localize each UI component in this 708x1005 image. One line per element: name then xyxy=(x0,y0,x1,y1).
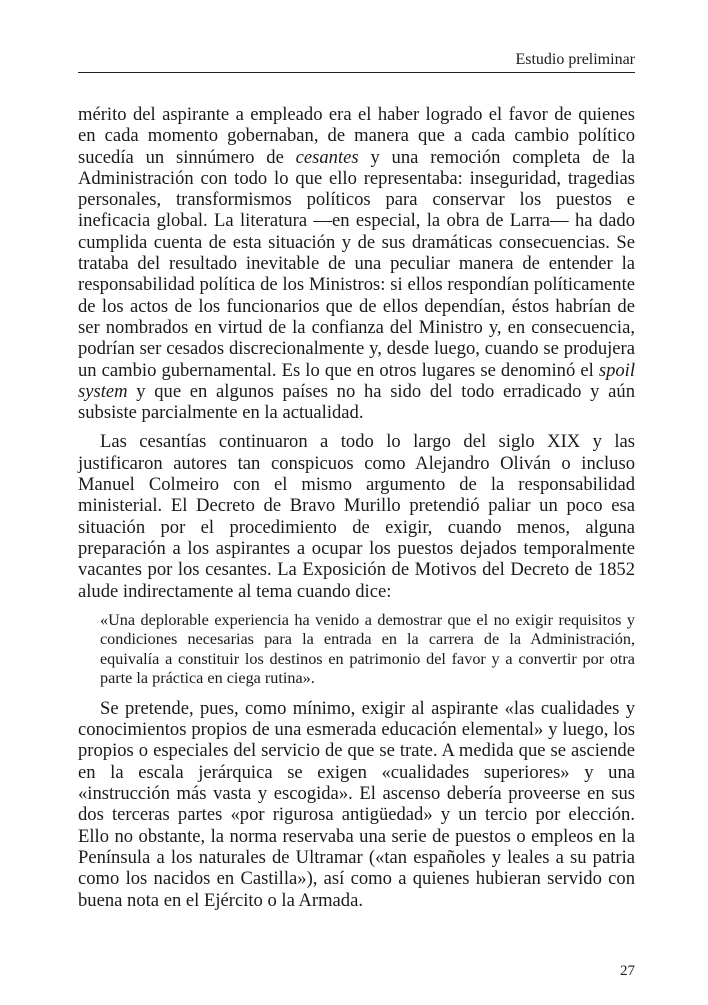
paragraph-2: Las cesantías continuaron a todo lo largo del siglo XIX y las justificaron autores tan conspicuos como Alejandro Oliván o incluso Manuel Colmeiro con el mismo argumento de la responsabilidad ministerial. El Decreto de Bravo Murillo pretendió paliar un poco esa situación por el procedimiento de exigir, cuando menos, alguna preparación a los aspirantes a ocupar los puestos dejados temporalmente vacantes por los cesantes. La Exposición de Motivos del Decreto de 1852 alude indirectamente al tema cuando dice: xyxy=(78,431,635,602)
italic-term-cesantes: cesantes xyxy=(295,146,359,168)
running-header: Estudio preliminar xyxy=(515,51,635,68)
paragraph-1-part-a: mérito del aspirante a empleado era el haber logrado el favor de quienes en cada momento gobernaban, de manera que a cada cambio político sucedía un sinnúmero de xyxy=(78,104,635,168)
header-rule xyxy=(78,72,635,73)
paragraph-1-part-b: y una remoción completa de la Administración con todo lo que ello representaba: inseguridad, tragedias personales, transformismos políticos para conservar los puestos e ineficacia global. La literatura —en especial, la obra de Larra— ha dado cumplida cuenta de esta situación y de sus dramáticas consecuencias. Se trataba del resultado inevitable de una peculiar manera de entender la responsabilidad política de los Ministros: si ellos respondían políticamente de los actos de los funcionarios que de ellos dependían, éstos habrían de ser nombrados en virtud de la confianza del Ministro y, en consecuencia, podrían ser cesados discrecionalmente y, desde luego, cuando se produjera un cambio gubernamental. Es lo que en otros lugares se denominó el xyxy=(78,146,635,381)
paragraph-1 xyxy=(78,104,635,423)
block-quote: «Una deplorable experiencia ha venido a demostrar que el no exigir requisitos y condiciones necesarias para la entrada en la carrera de la Administración, equivalía a constituir los destinos en patrimonio del favor y a convertir por otra parte la práctica en ciega rutina». xyxy=(100,610,635,688)
italic-term-spoil-system: spoil system xyxy=(78,359,635,402)
page-number: 27 xyxy=(620,963,635,979)
paragraph-1-part-c: y que en algunos países no ha sido del todo erradicado y aún subsiste parcialmente en la actualidad. xyxy=(78,380,635,424)
paragraph-3: Se pretende, pues, como mínimo, exigir al aspirante «las cualidades y conocimientos propios de una esmerada educación elemental» y luego, los propios o especiales del servicio de que se trate. A medida que se asciende en la escala jerárquica se exigen «cualidades superiores» y una «instrucción más vasta y escogida». El ascenso debería proveerse en sus dos terceras partes «por rigurosa antigüedad» y un tercio por elección. Ello no obstante, la norma reservaba una serie de puestos o empleos en la Península a los naturales de Ultramar («tan españoles y leales a su patria como los nacidos en Castilla»), así como a quienes hubieran servido con buena nota en el Ejército o la Armada. xyxy=(78,697,635,911)
body-text xyxy=(78,104,635,911)
